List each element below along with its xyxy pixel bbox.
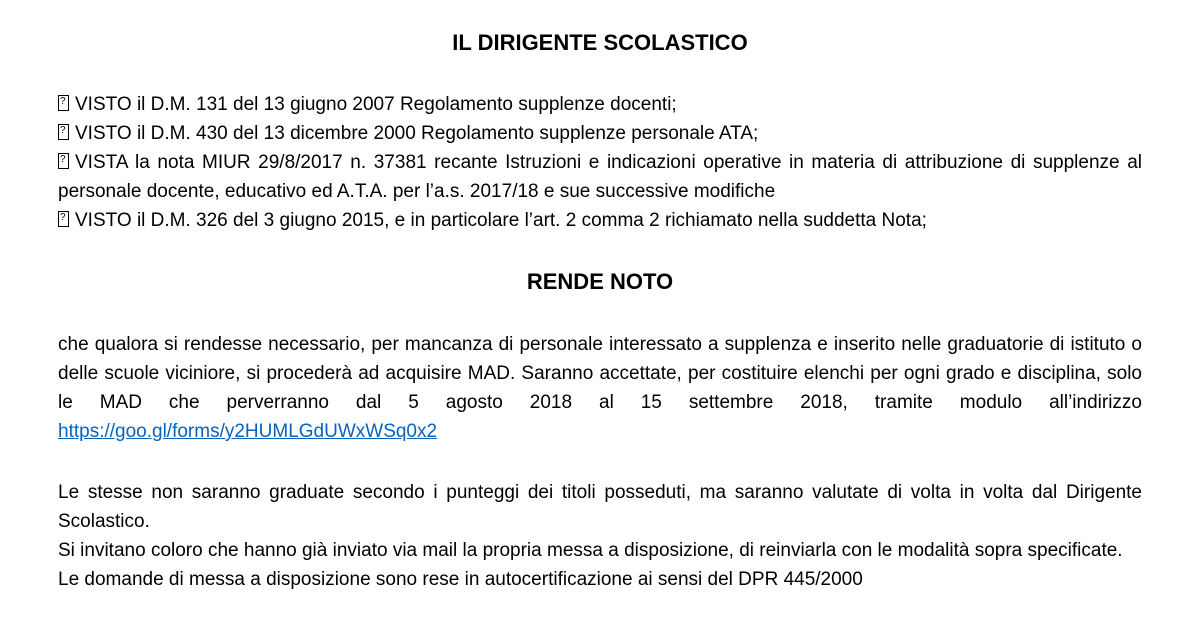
visto-item xyxy=(58,148,1142,206)
paragraph-autocertificazione: Le domande di messa a disposizione sono rese in autocertificazione ai sensi del DPR 445/2000 xyxy=(58,569,863,590)
visto-text: VISTO il D.M. 131 del 13 giugno 2007 Regolamento supplenze docenti; xyxy=(75,94,677,115)
paragraph-mad xyxy=(58,330,1142,446)
visto-text: VISTO il D.M. 326 del 3 giugno 2015, e in particolare l’art. 2 comma 2 richiamato nella suddetta Nota; xyxy=(75,210,927,231)
visto-item xyxy=(58,119,1142,148)
heading-rende-noto: RENDE NOTO xyxy=(526,269,674,294)
closing-paragraphs xyxy=(58,478,1142,594)
form-link[interactable]: https://goo.gl/forms/y2HUMLGdUWxWSq0x2 xyxy=(58,421,438,442)
visto-item xyxy=(58,206,1142,235)
missing-glyph-icon xyxy=(58,95,69,111)
visto-text: VISTA la nota MIUR 29/8/2017 n. 37381 recante Istruzioni e indicazioni operative in materia di attribuzione di supplenze al personale docente, educativo ed A.T.A. per l’a.s. 2017/18 e sue successive modifiche xyxy=(58,152,1142,202)
visto-item xyxy=(58,90,1142,119)
visto-text: VISTO il D.M. 430 del 13 dicembre 2000 Regolamento supplenze personale ATA; xyxy=(75,123,759,144)
paragraph-valutazione: Le stesse non saranno graduate secondo i punteggi dei titoli posseduti, ma saranno valutate di volta in volta dal Dirigente Scolastico. xyxy=(58,482,1142,532)
visti-list xyxy=(58,90,1142,235)
heading-dirigente-scolastico: IL DIRIGENTE SCOLASTICO xyxy=(452,30,748,55)
missing-glyph-icon xyxy=(58,153,69,169)
missing-glyph-icon xyxy=(58,211,69,227)
paragraph-reinvio: Si invitano coloro che hanno già inviato via mail la propria messa a disposizione, di reinviarla con le modalità sopra specificate. xyxy=(58,540,1123,561)
document-page xyxy=(58,0,1142,630)
paragraph-mad-text: che qualora si rendesse necessario, per mancanza di personale interessato a supplenza e inserito nelle graduatorie di istituto o delle scuole viciniore, si procederà ad acquisire MAD. Saranno accettate, per costituire elenchi per ogni grado e disciplina, solo le MAD che perverranno dal 5 agosto 2018 al 15 settembre 2018, tramite modulo all’indirizzo xyxy=(58,334,1142,413)
missing-glyph-icon xyxy=(58,124,69,140)
